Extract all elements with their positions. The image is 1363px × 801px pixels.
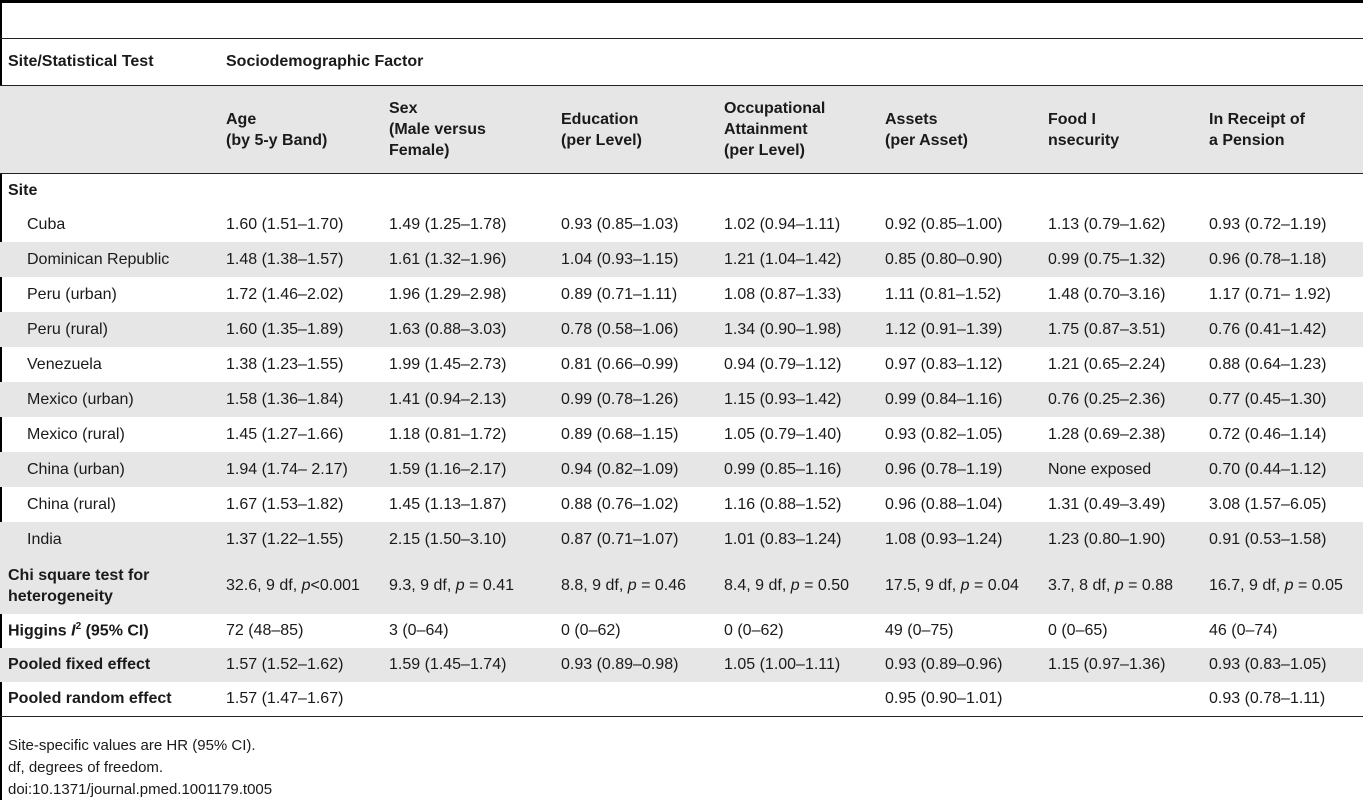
column-header-line: Attainment: [724, 121, 808, 138]
chi-square-label-line: heterogeneity: [8, 587, 113, 605]
table-cell: 0.96 (0.78–1.18): [1201, 242, 1363, 277]
table-cell: 1.17 (0.71– 1.92): [1209, 285, 1331, 303]
chi-square-cell: [553, 557, 716, 614]
table-cell: 1.38 (1.23–1.55): [226, 355, 344, 373]
table-cell: 0.76 (0.25–2.36): [1040, 382, 1201, 417]
chi-square-cell: [877, 557, 1040, 614]
table-cell: 0.96 (0.78–1.19): [877, 452, 1040, 487]
column-header-line: (per Level): [724, 142, 805, 159]
table-cell: None exposed: [1040, 452, 1201, 487]
site-label: Site: [8, 181, 38, 199]
table-cell: 1.16 (0.88–1.52): [724, 495, 842, 513]
chi-square-cell: [1201, 557, 1363, 614]
column-header-line: a Pension: [1209, 131, 1285, 149]
column-header-line: Sex: [389, 100, 418, 117]
table-cell: 0.70 (0.44–1.12): [1201, 452, 1363, 487]
table-cell: 0.93 (0.85–1.03): [561, 215, 679, 233]
table-cell: 1.05 (1.00–1.11): [716, 648, 877, 682]
column-header-line: Age: [226, 110, 257, 128]
table-cell: 1.13 (0.79–1.62): [1048, 215, 1166, 233]
site-name: Mexico (urban): [0, 382, 218, 417]
table-cell: 0.93 (0.82–1.05): [885, 425, 1003, 443]
table-row: [0, 312, 1363, 347]
site-name: India: [0, 522, 218, 557]
table-cell: 1.59 (1.16–2.17): [381, 452, 553, 487]
table-cell: 0.88 (0.64–1.23): [1209, 355, 1327, 373]
higgins-superscript: 2: [75, 621, 82, 633]
table-cell: 0.99 (0.75–1.32): [1040, 242, 1201, 277]
column-header-line: Occupational: [724, 100, 826, 117]
table-cell: 1.21 (0.65–2.24): [1048, 355, 1166, 373]
table-cell: 0.89 (0.68–1.15): [561, 425, 679, 443]
table-cell: 0.88 (0.76–1.02): [561, 495, 679, 513]
table-cell: 1.11 (0.81–1.52): [885, 285, 1002, 303]
higgins-label-suffix: (95% CI): [81, 622, 149, 640]
table-cell: 0.93 (0.83–1.05): [1201, 648, 1363, 682]
table-cell: 0.81 (0.66–0.99): [561, 355, 679, 373]
footnote: df, degrees of freedom.: [8, 759, 164, 776]
table-cell: 46 (0–74): [1209, 622, 1278, 639]
table-cell: 1.60 (1.51–1.70): [226, 215, 344, 233]
table-cell: 0.94 (0.79–1.12): [724, 355, 842, 373]
table-row: [0, 207, 1363, 242]
table-cell: 0 (0–65): [1048, 622, 1108, 639]
table-row: [0, 382, 1363, 417]
pooled-random-row: [0, 682, 1363, 717]
p-value: = 0.46: [636, 576, 686, 594]
table-cell: 1.02 (0.94–1.11): [724, 215, 841, 233]
column-header: [1040, 86, 1201, 174]
pooled-fixed-row: [0, 648, 1363, 682]
site-name: Venezuela: [27, 355, 102, 373]
column-header-line: (per Asset): [885, 131, 968, 149]
column-header-line: Food I: [1048, 110, 1096, 128]
table-cell: 0.95 (0.90–1.01): [885, 690, 1003, 707]
stub-header-empty: [0, 86, 218, 174]
table-cell: 1.49 (1.25–1.78): [389, 215, 507, 233]
table-cell: 1.57 (1.47–1.67): [226, 690, 344, 707]
p-symbol: p: [627, 576, 637, 594]
table-cell: 0.91 (0.53–1.58): [1201, 522, 1363, 557]
table-cell: 1.23 (0.80–1.90): [1040, 522, 1201, 557]
column-header-line: (by 5-y Band): [226, 131, 328, 149]
column-header-line: Assets: [885, 110, 938, 128]
stub-header: Site/Statistical Test: [8, 53, 154, 70]
chi-square-cell: [1040, 557, 1201, 614]
table-cell: 0.96 (0.88–1.04): [885, 495, 1003, 513]
column-header: [1201, 86, 1363, 174]
table-cell: 1.60 (1.35–1.89): [218, 312, 381, 347]
table-cell: 0.85 (0.80–0.90): [877, 242, 1040, 277]
p-symbol: p: [960, 576, 970, 594]
p-symbol: p: [455, 576, 465, 594]
table-cell: 0.97 (0.83–1.12): [885, 355, 1003, 373]
table-cell: 1.34 (0.90–1.98): [716, 312, 877, 347]
results-table: [0, 38, 1363, 717]
table-cell: 1.75 (0.87–3.51): [1040, 312, 1201, 347]
header-row-columns: [0, 86, 1363, 174]
table-cell: 1.96 (1.29–2.98): [389, 285, 507, 303]
table-cell: 0.93 (0.72–1.19): [1209, 215, 1327, 233]
column-header-line: nsecurity: [1048, 131, 1120, 149]
p-value: = 0.05: [1293, 576, 1343, 594]
chi-square-stat: 16.7, 9 df,: [1209, 576, 1285, 594]
table-cell: 0.72 (0.46–1.14): [1209, 425, 1327, 443]
chi-square-cell: [381, 557, 553, 614]
chi-square-row: [0, 557, 1363, 614]
table-cell: 0.99 (0.84–1.16): [877, 382, 1040, 417]
table-cell: 1.45 (1.27–1.66): [226, 425, 344, 443]
table-footnotes: [8, 735, 272, 801]
column-header: [716, 86, 877, 174]
chi-square-label-line: Chi square test for: [8, 566, 150, 584]
site-name: Mexico (rural): [27, 425, 125, 443]
chi-square-label: [0, 557, 218, 614]
table-cell: 1.59 (1.45–1.74): [381, 648, 553, 682]
site-name: China (urban): [0, 452, 218, 487]
table-cell: 1.12 (0.91–1.39): [877, 312, 1040, 347]
chi-square-stat: 3.7, 8 df,: [1048, 576, 1115, 594]
table-cell: [381, 682, 553, 717]
table-row: [0, 347, 1363, 382]
higgins-row: [0, 614, 1363, 648]
chi-square-stat: 32.6, 9 df,: [226, 576, 302, 594]
table-row: [0, 522, 1363, 557]
table-cell: 0.76 (0.41–1.42): [1201, 312, 1363, 347]
p-value: = 0.50: [799, 576, 849, 594]
table-cell: 0.94 (0.82–1.09): [553, 452, 716, 487]
table-cell: 1.99 (1.45–2.73): [389, 355, 507, 373]
p-symbol: p: [1114, 576, 1124, 594]
table-row: [0, 452, 1363, 487]
table-cell: 0.93 (0.78–1.11): [1209, 690, 1326, 707]
column-header: [381, 86, 553, 174]
table-row: [0, 242, 1363, 277]
table-cell: 1.08 (0.93–1.24): [877, 522, 1040, 557]
table-cell: 1.63 (0.88–3.03): [381, 312, 553, 347]
doi-footnote: doi:10.1371/journal.pmed.1001179.t005: [8, 781, 273, 798]
pooled-fixed-label: Pooled fixed effect: [0, 648, 218, 682]
table-cell: 0.78 (0.58–1.06): [553, 312, 716, 347]
column-header: [553, 86, 716, 174]
table-cell: 1.21 (1.04–1.42): [716, 242, 877, 277]
chi-square-cell: [218, 557, 381, 614]
table-cell: 1.15 (0.93–1.42): [716, 382, 877, 417]
column-header: [218, 86, 381, 174]
table-cell: 0 (0–62): [724, 622, 784, 639]
table-row: [0, 277, 1363, 312]
table-cell: 1.67 (1.53–1.82): [226, 495, 344, 513]
p-symbol: p: [790, 576, 800, 594]
site-name: Peru (rural): [0, 312, 218, 347]
p-symbol: p: [301, 576, 311, 594]
table-cell: 1.45 (1.13–1.87): [389, 495, 507, 513]
chi-square-cell: [716, 557, 877, 614]
chi-square-stat: 8.8, 9 df,: [561, 576, 628, 594]
p-value: = 0.04: [969, 576, 1019, 594]
table-cell: 1.05 (0.79–1.40): [724, 425, 842, 443]
chi-square-stat: 9.3, 9 df,: [389, 576, 456, 594]
table-cell: 1.31 (0.49–3.49): [1048, 495, 1166, 513]
table-cell: 1.41 (0.94–2.13): [381, 382, 553, 417]
column-header-line: (Male versus: [389, 121, 486, 138]
table-cell: 0.77 (0.45–1.30): [1201, 382, 1363, 417]
higgins-label-text: Higgins: [8, 622, 72, 640]
p-value: = 0.41: [464, 576, 514, 594]
table-cell: 0.89 (0.71–1.11): [561, 285, 678, 303]
table-cell: 1.08 (0.87–1.33): [724, 285, 842, 303]
table-cell: 1.72 (1.46–2.02): [226, 285, 344, 303]
column-header-line: Female): [389, 142, 450, 159]
header-row-group: [0, 39, 1363, 86]
table-cell: 0.87 (0.71–1.07): [553, 522, 716, 557]
table-cell: 1.58 (1.36–1.84): [218, 382, 381, 417]
site-name: China (rural): [27, 495, 116, 513]
table-cell: 1.37 (1.22–1.55): [218, 522, 381, 557]
table-cell: 72 (48–85): [226, 622, 304, 639]
table-cell: 3.08 (1.57–6.05): [1209, 495, 1327, 513]
chi-square-stat: 8.4, 9 df,: [724, 576, 791, 594]
table-cell: 0.99 (0.78–1.26): [553, 382, 716, 417]
pooled-random-label: Pooled random effect: [8, 690, 172, 707]
higgins-label: [0, 614, 218, 648]
table-cell: 49 (0–75): [885, 622, 954, 639]
table-cell: 0.92 (0.85–1.00): [885, 215, 1003, 233]
table-cell: 0.99 (0.85–1.16): [716, 452, 877, 487]
table-cell: 0.93 (0.89–0.98): [553, 648, 716, 682]
table-cell: 1.01 (0.83–1.24): [716, 522, 877, 557]
column-header-line: Education: [561, 110, 639, 128]
table-cell: 3 (0–64): [389, 622, 449, 639]
table-cell: 1.57 (1.52–1.62): [218, 648, 381, 682]
footnote: Site-specific values are HR (95% CI).: [8, 737, 256, 754]
p-value: <0.001: [310, 576, 360, 594]
group-header: Sociodemographic Factor: [226, 53, 424, 70]
p-value: = 0.88: [1123, 576, 1173, 594]
table-cell: [716, 682, 877, 717]
column-header-line: (per Level): [561, 131, 642, 149]
table-cell: 1.18 (0.81–1.72): [389, 425, 507, 443]
table-cell: 2.15 (1.50–3.10): [381, 522, 553, 557]
column-header-line: In Receipt of: [1209, 110, 1306, 128]
table-cell: 0.93 (0.89–0.96): [877, 648, 1040, 682]
top-border: [0, 0, 1363, 3]
p-symbol: p: [1284, 576, 1294, 594]
site-name: Peru (urban): [27, 285, 117, 303]
table-cell: 1.15 (0.97–1.36): [1040, 648, 1201, 682]
table-cell: 1.94 (1.74– 2.17): [218, 452, 381, 487]
table-cell: 1.48 (0.70–3.16): [1048, 285, 1166, 303]
chi-square-stat: 17.5, 9 df,: [885, 576, 961, 594]
table-row: [0, 417, 1363, 452]
table-cell: 0 (0–62): [561, 622, 621, 639]
higgins-i-symbol: I: [71, 622, 76, 640]
table-cell: 1.28 (0.69–2.38): [1048, 425, 1166, 443]
site-name: Cuba: [27, 215, 66, 233]
table-cell: 1.48 (1.38–1.57): [218, 242, 381, 277]
column-header: [877, 86, 1040, 174]
site-section-header: [0, 174, 1363, 208]
table-cell: [1040, 682, 1201, 717]
table-cell: [553, 682, 716, 717]
table-row: [0, 487, 1363, 522]
table-cell: 1.04 (0.93–1.15): [553, 242, 716, 277]
site-name: Dominican Republic: [0, 242, 218, 277]
table-cell: 1.61 (1.32–1.96): [381, 242, 553, 277]
